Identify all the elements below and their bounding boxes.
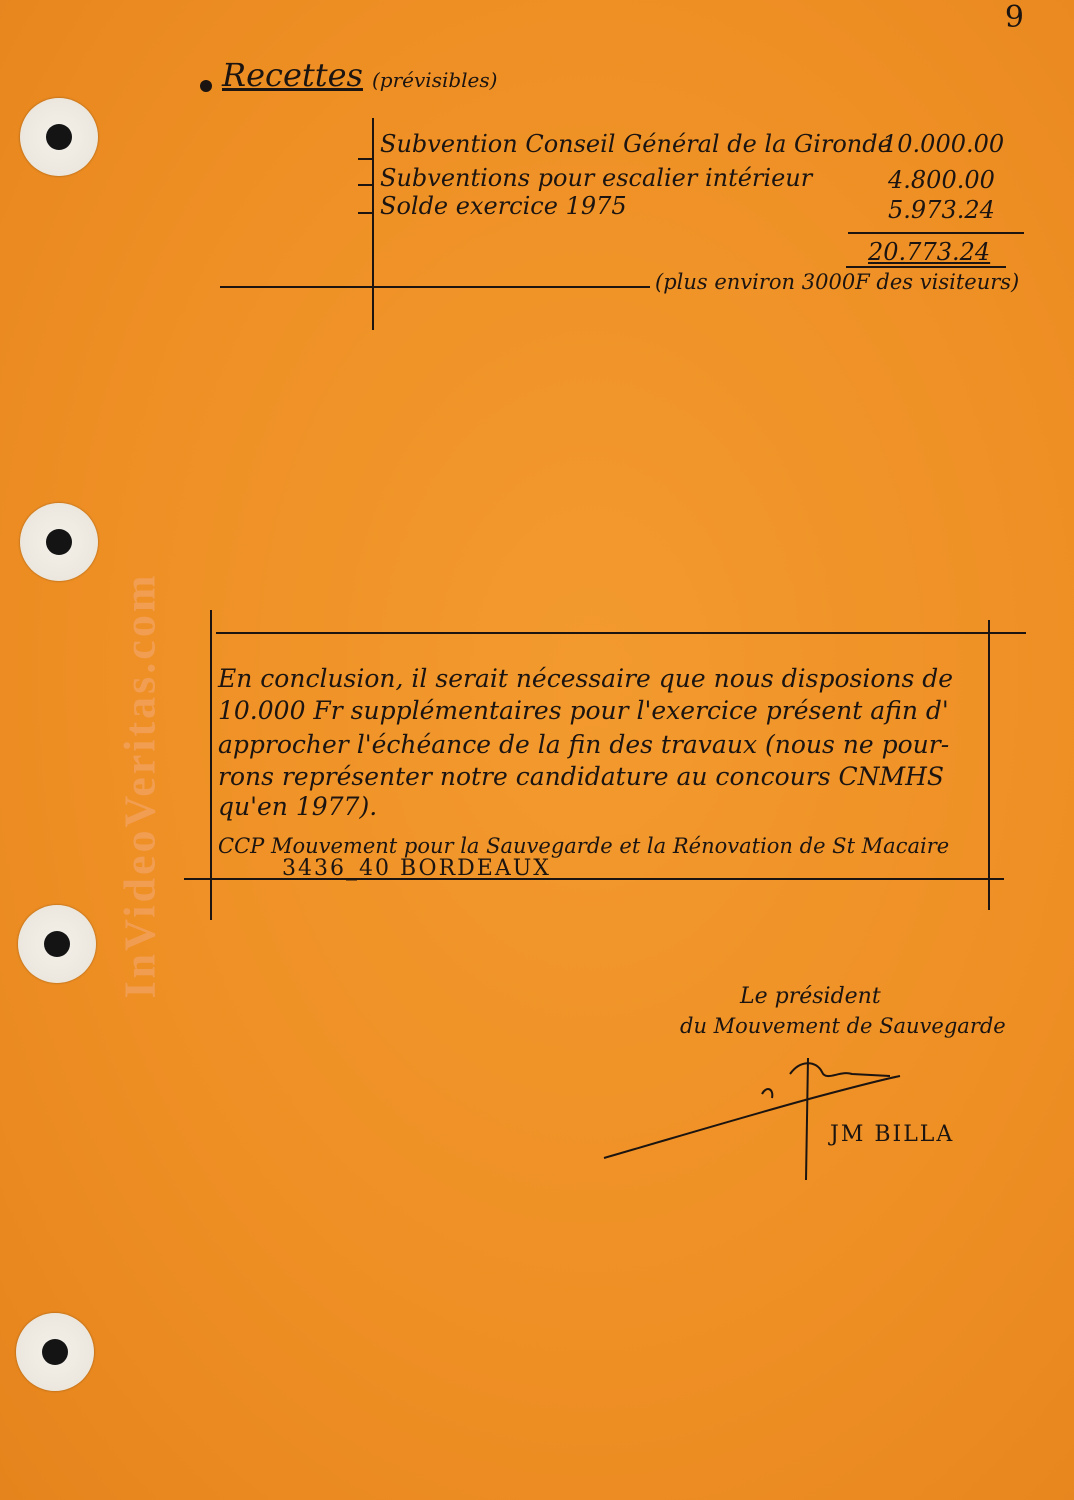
tick-mark: [358, 212, 374, 214]
punch-hole-1: [20, 98, 98, 176]
total-rule: [846, 266, 1006, 268]
tick-mark: [358, 184, 374, 186]
income-item-amount: 4.800.00: [888, 166, 995, 194]
bullet-icon: [200, 80, 212, 92]
signature-organization: du Mouvement de Sauvegarde: [680, 1014, 1006, 1038]
sum-rule: [848, 232, 1024, 234]
income-item-label: Subventions pour escalier intérieur: [380, 164, 813, 192]
handwritten-signature: [590, 1050, 920, 1190]
horizontal-rule: [220, 286, 650, 288]
box-right-rule: [988, 620, 990, 910]
income-item-amount: 5.973.24: [888, 196, 995, 224]
vertical-rule: [372, 118, 374, 330]
conclusion-line: qu'en 1977).: [218, 792, 378, 821]
box-top-rule: [216, 632, 1026, 634]
punch-hole-2: [20, 503, 98, 581]
income-item-label: Subvention Conseil Général de la Gironde: [380, 130, 892, 158]
ccp-number: 3436_40 BORDEAUX: [282, 856, 551, 881]
punch-hole-3: [18, 905, 96, 983]
signature-title: Le président: [740, 984, 881, 1009]
conclusion-line: 10.000 Fr supplémentaires pour l'exercice présent afin d': [218, 696, 949, 725]
punch-hole-4: [16, 1313, 94, 1391]
income-item-label: Solde exercice 1975: [380, 192, 627, 220]
conclusion-line: En conclusion, il serait nécessaire que nous disposions de: [218, 664, 954, 693]
visitors-note: (plus environ 3000F des visiteurs): [655, 270, 1020, 294]
tick-mark: [358, 158, 374, 160]
recettes-heading: Recettes: [222, 56, 363, 94]
conclusion-line: approcher l'échéance de la fin des travaux (nous ne pour-: [218, 730, 950, 759]
recettes-heading-note: (prévisibles): [372, 68, 498, 92]
ccp-account: CCP Mouvement pour la Sauvegarde et la Rénovation de St Macaire: [218, 834, 950, 858]
page-number: 9: [1004, 0, 1024, 35]
box-left-rule: [210, 610, 212, 920]
signatory-name: JM BILLA: [830, 1122, 955, 1147]
conclusion-line: rons représenter notre candidature au concours CNMHS: [218, 762, 945, 791]
income-item-amount: 10.000.00: [882, 130, 1005, 158]
income-total: 20.773.24: [868, 238, 991, 266]
watermark: InVideoVeritas.com: [115, 572, 165, 999]
